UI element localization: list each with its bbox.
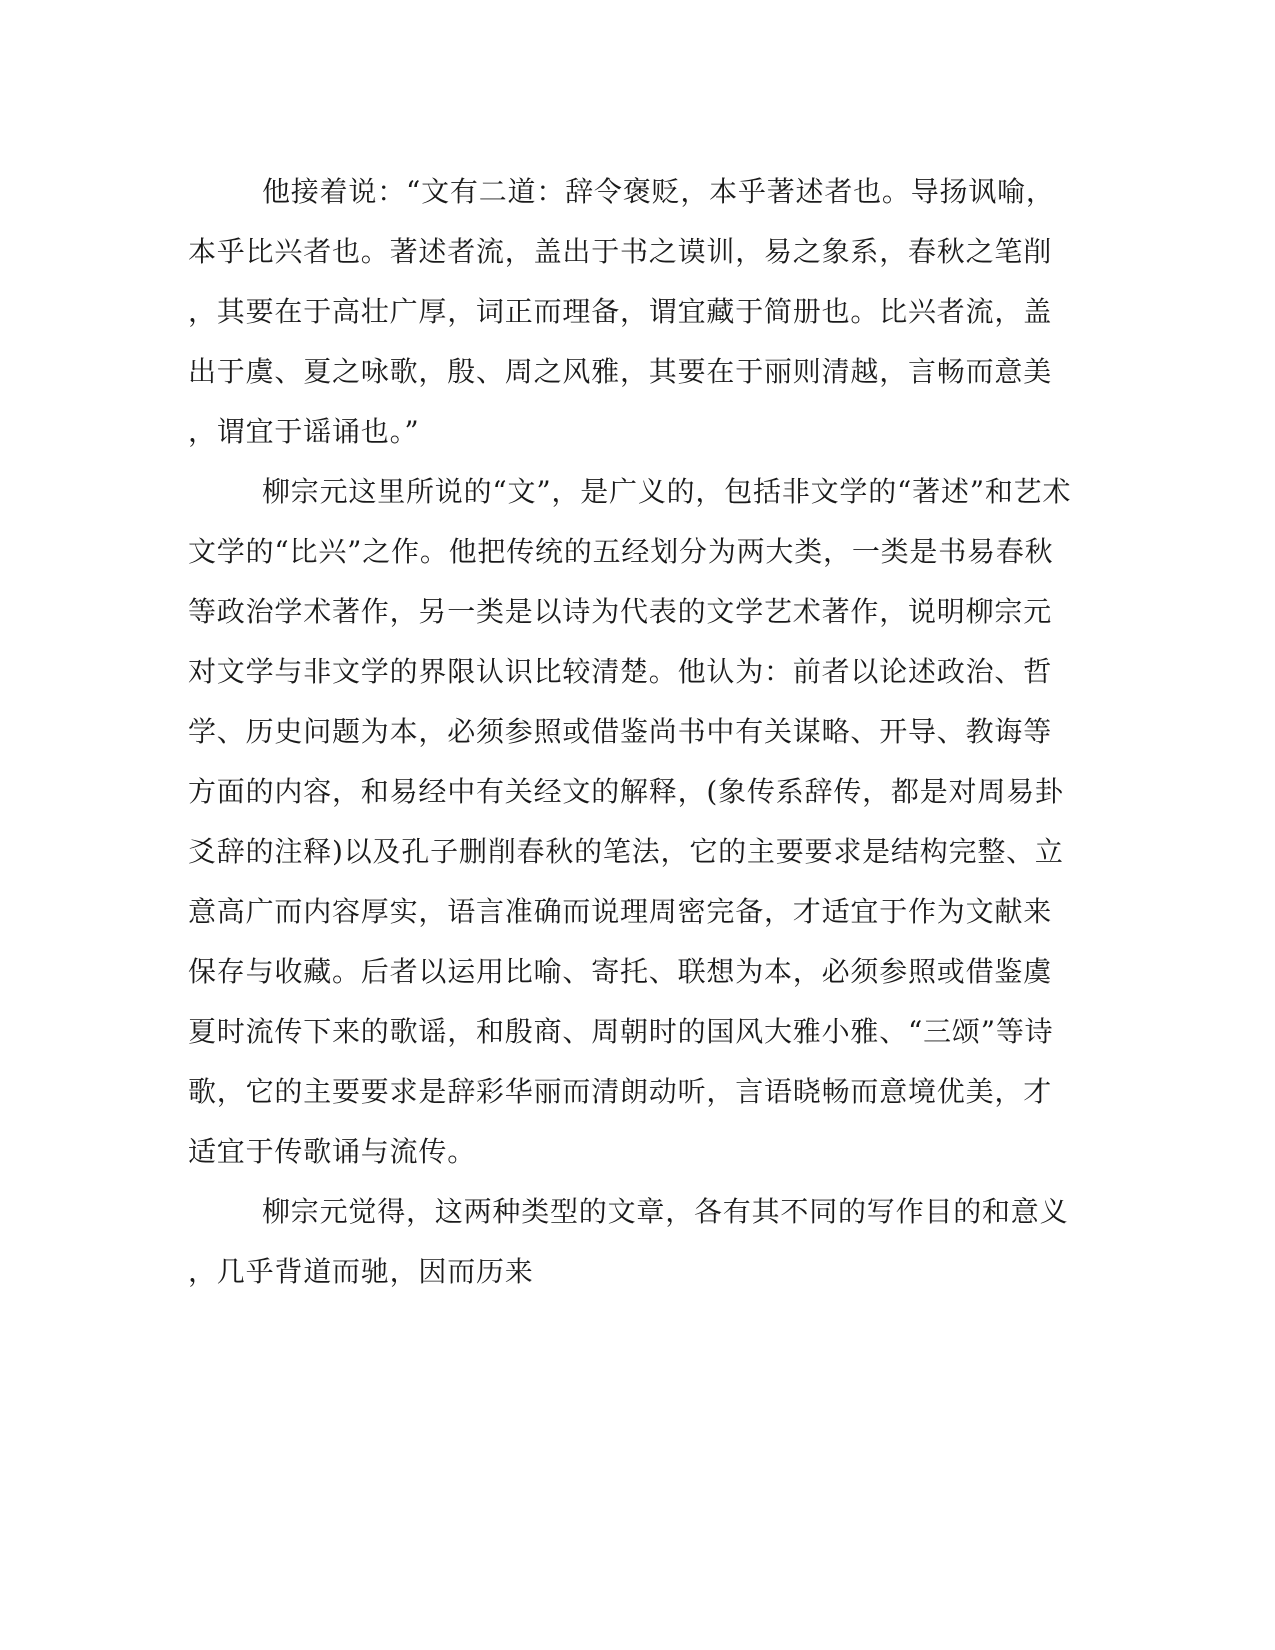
- text-line: 本乎比兴者也。著述者流，盖出于书之谟训，易之象系，春秋之笔削: [188, 235, 1053, 268]
- paragraph-1: [188, 162, 1068, 462]
- text-line: 爻辞的注释)以及孔子删削春秋的笔法，它的主要要求是结构完整、立: [188, 835, 1064, 868]
- text-line: 出于虞、夏之咏歌，殷、周之风雅，其要在于丽则清越，言畅而意美: [188, 355, 1053, 388]
- text-line: ，其要在于高壮广厚，词正而理备，谓宜藏于简册也。比兴者流，盖: [188, 295, 1053, 328]
- text-line: 他接着说：“文有二道：辞令褒贬，本乎著述者也。导扬讽喻，: [262, 175, 1055, 208]
- text-line: 歌，它的主要要求是辞彩华丽而清朗动听，言语晓畅而意境优美，才: [188, 1075, 1053, 1108]
- text-line: 方面的内容，和易经中有关经文的解释，(象传系辞传，都是对周易卦: [188, 775, 1064, 808]
- paragraph-2: [188, 462, 1072, 1182]
- text-line: ，几乎背道而驰，因而历来: [188, 1255, 534, 1288]
- text-line: 等政治学术著作，另一类是以诗为代表的文学艺术著作，说明柳宗元: [188, 595, 1053, 628]
- text-line: 柳宗元这里所说的“文”，是广义的，包括非文学的“著述”和艺术: [262, 475, 1072, 508]
- text-line: 意高广而内容厚实，语言准确而说理周密完备，才适宜于作为文献来: [188, 895, 1053, 928]
- text-line: 文学的“比兴”之作。他把传统的五经划分为两大类，一类是书易春秋: [188, 535, 1054, 568]
- text-line: 保存与收藏。后者以运用比喻、寄托、联想为本，必须参照或借鉴虞: [188, 955, 1053, 988]
- text-line: 适宜于传歌诵与流传。: [188, 1135, 477, 1168]
- text-line: ，谓宜于谣诵也。”: [188, 415, 420, 448]
- paragraph-3: [188, 1182, 1068, 1302]
- text-line: 对文学与非文学的界限认识比较清楚。他认为：前者以论述政治、哲: [188, 655, 1053, 688]
- text-line: 学、历史问题为本，必须参照或借鉴尚书中有关谋略、开导、教诲等: [188, 715, 1053, 748]
- text-line: 夏时流传下来的歌谣，和殷商、周朝时的国风大雅小雅、“三颂”等诗: [188, 1015, 1054, 1048]
- body-text: [188, 162, 1072, 1302]
- text-line: 柳宗元觉得，这两种类型的文章，各有其不同的写作目的和意义: [262, 1195, 1069, 1228]
